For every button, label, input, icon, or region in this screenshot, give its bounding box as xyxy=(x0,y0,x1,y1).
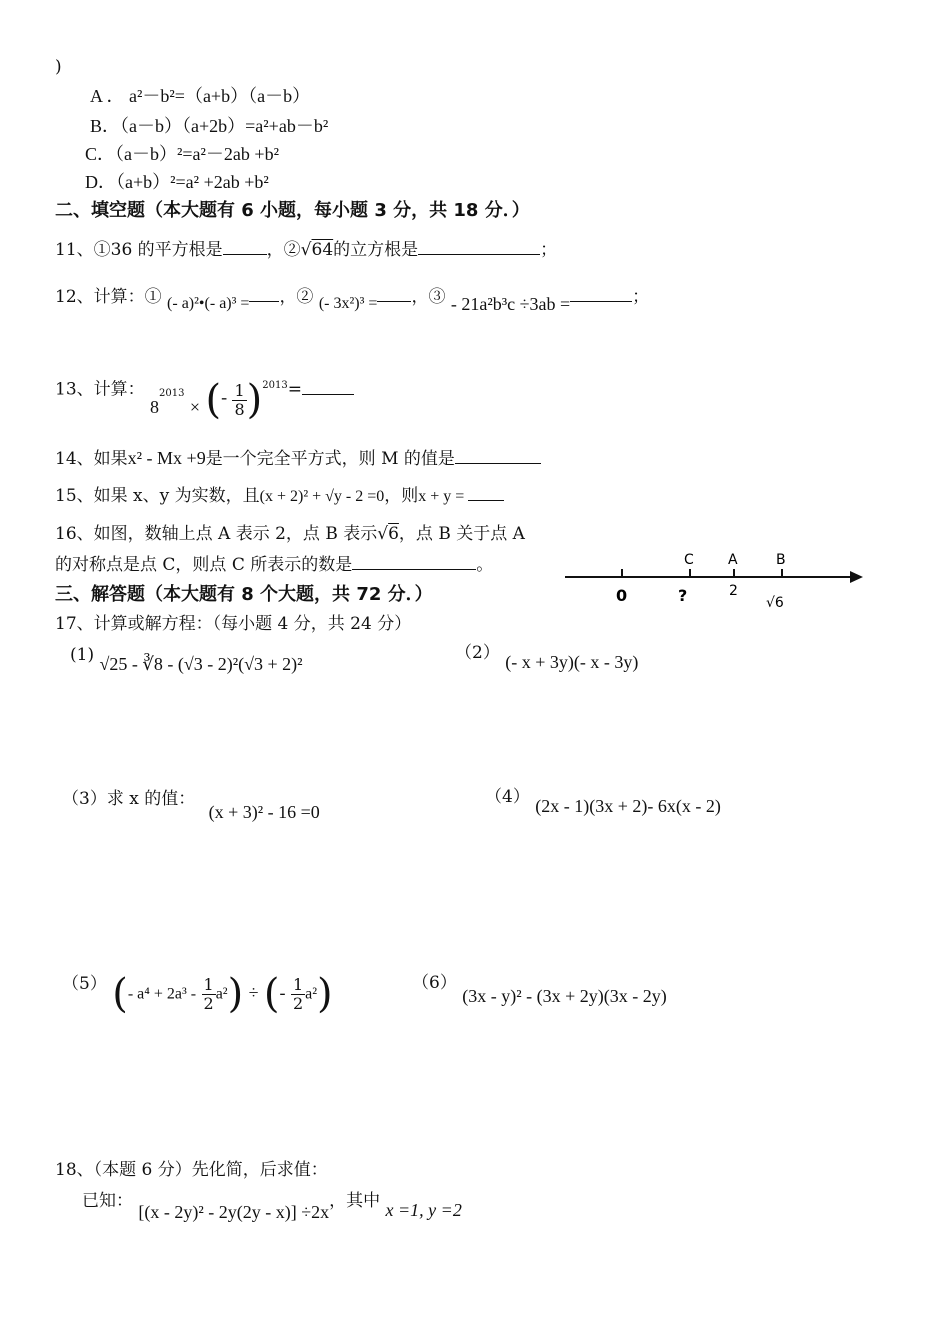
q12-blank-2[interactable] xyxy=(377,287,411,302)
q12-sep-2: ，② xyxy=(279,287,314,307)
p1-label: (1) xyxy=(70,645,95,665)
p4-label: （4） xyxy=(485,787,530,807)
q14-text-b: 是一个完全平方式，则 M 的值是 xyxy=(205,449,455,469)
q12-expr-3: - 21a²b³c ÷3ab = xyxy=(450,294,571,314)
q18-expr: [(x - 2y)² - 2y(2y - x)] ÷2x xyxy=(138,1202,330,1222)
p5-a2: a² xyxy=(215,985,228,1003)
problem-4 xyxy=(485,787,721,816)
p5-num-1: 1 xyxy=(203,974,214,994)
q15-expr-2: x + y = xyxy=(418,488,465,505)
problem-3 xyxy=(62,788,320,822)
p5-neg: - xyxy=(279,982,286,1003)
q15-expr: (x + 2)² + √y - 2 =0 xyxy=(259,488,385,505)
problem-6 xyxy=(412,973,667,1006)
label-0: 0 xyxy=(616,586,628,605)
q13-neg: - xyxy=(221,386,228,407)
q12-blank-1[interactable] xyxy=(249,287,279,302)
question-16-line-1 xyxy=(55,524,525,544)
p5-expr: - a⁴ + 2a³ - xyxy=(127,985,197,1003)
q15-blank[interactable] xyxy=(468,486,504,501)
sqrt-icon: √ xyxy=(300,240,312,260)
q15-text-a: 15、如果 x、y 为实数，且 xyxy=(55,486,260,506)
q11-text-a: 11、①36 的平方根是 xyxy=(55,240,223,260)
right-paren-icon: ) xyxy=(317,971,333,1017)
q13-times: × xyxy=(189,396,201,417)
question-13 xyxy=(55,366,354,423)
label-b: B xyxy=(776,552,786,568)
number-line xyxy=(560,545,870,615)
p5-a2-2: a² xyxy=(305,985,318,1003)
question-18-title: 18、（本题 6 分）先化简，后求值： xyxy=(55,1160,328,1180)
q13-fraction xyxy=(232,382,246,418)
p3-label: （3）求 x 的值： xyxy=(62,789,196,809)
section-3-heading: 三、解答题（本大题有 8 个大题，共 72 分．） xyxy=(55,584,433,605)
question-18-body xyxy=(82,1190,462,1222)
q11-text-d: ； xyxy=(540,240,558,260)
p6-label: （6） xyxy=(412,973,457,993)
q16-blank[interactable] xyxy=(352,555,476,570)
p5-div: ÷ xyxy=(248,982,259,1003)
label-question: ? xyxy=(678,586,688,605)
p5-den-1: 2 xyxy=(203,993,214,1013)
q12-end: ； xyxy=(632,287,650,307)
q13-num: 1 xyxy=(234,380,245,400)
q16-end: 。 xyxy=(476,555,494,575)
q11-text-c: 的立方根是 xyxy=(333,240,419,260)
option-a: A ． a²－b²=（a+b）（a－b） xyxy=(90,86,311,106)
q13-exponent-2: 2013 xyxy=(262,379,288,391)
question-16-line-2 xyxy=(55,555,493,575)
paren: ) xyxy=(55,57,62,77)
q11-blank-1[interactable] xyxy=(223,240,267,255)
p5-fraction-2 xyxy=(291,976,305,1012)
q13-base: 8 xyxy=(150,396,160,417)
q13-blank[interactable] xyxy=(302,380,354,395)
label-sqrt6: √6 xyxy=(766,595,784,611)
problem-5 xyxy=(62,970,333,1018)
q12-label: 12、计算：① xyxy=(55,287,162,307)
p2-label: （2） xyxy=(455,643,500,663)
p5-fraction-1 xyxy=(202,976,216,1012)
problem-2 xyxy=(455,643,639,672)
q16-text-a: 16、如图，数轴上点 A 表示 2，点 B 表示 xyxy=(55,524,378,544)
q18-known: 已知： xyxy=(82,1191,133,1211)
question-15 xyxy=(55,486,504,506)
q12-expr-2: (- 3x²)³ = xyxy=(318,295,378,312)
q16-text-b: ，点 B 关于点 A xyxy=(398,524,525,544)
p5-num-2: 1 xyxy=(292,974,304,994)
q16-radicand: 6 xyxy=(388,524,399,544)
q12-expr-1: (- a)²•(- a)³ = xyxy=(167,295,250,312)
problem-1 xyxy=(70,645,303,674)
label-2: 2 xyxy=(729,583,738,599)
p6-expr: (3x - y)² - (3x + 2y)(3x - 2y) xyxy=(462,986,667,1006)
option-c: C．（a－b）²=a²－2ab +b² xyxy=(85,144,279,164)
sqrt-icon: √ xyxy=(377,524,389,544)
right-paren-icon: ) xyxy=(227,971,244,1017)
q15-text-b: ，则 xyxy=(384,486,419,506)
p5-den-2: 2 xyxy=(292,993,304,1013)
q18-where: ，其中 xyxy=(329,1191,381,1211)
q14-expr: x² - Mx +9 xyxy=(127,448,206,468)
q14-text-a: 14、如果 xyxy=(55,449,128,469)
q11-radicand: 64 xyxy=(311,240,334,260)
question-11 xyxy=(55,240,557,260)
option-b: B．（a－b）（a+2b）=a²+ab－b² xyxy=(90,116,329,136)
q13-eq: = xyxy=(287,379,302,400)
p2-expr: (- x + 3y)(- x - 3y) xyxy=(505,652,639,672)
q13-label: 13、计算： xyxy=(55,379,145,400)
question-14 xyxy=(55,448,541,470)
q14-blank[interactable] xyxy=(455,449,541,464)
p5-label: （5） xyxy=(62,973,107,994)
q13-den: 8 xyxy=(234,399,245,419)
question-12 xyxy=(55,286,650,314)
q18-values: x =1, y =2 xyxy=(385,1200,462,1220)
q16-text-c: 的对称点是点 C，则点 C 所表示的数是 xyxy=(55,555,353,575)
arrow-right-icon xyxy=(850,571,863,583)
q12-blank-3[interactable] xyxy=(570,287,632,302)
label-c: C xyxy=(684,552,694,568)
q11-text-b: ，② xyxy=(266,240,301,260)
left-paren-icon: ( xyxy=(205,377,222,423)
q11-blank-2[interactable] xyxy=(418,240,540,255)
section-2-heading: 二、填空题（本大题有 6 小题，每小题 3 分，共 18 分．） xyxy=(55,200,530,221)
left-paren-icon: ( xyxy=(112,971,128,1017)
option-d: D．（a+b）²=a² +2ab +b² xyxy=(85,172,269,192)
p1-expr: √25 - ∛8 - (√3 - 2)²(√3 + 2)² xyxy=(99,654,303,674)
p3-expr: (x + 3)² - 16 =0 xyxy=(208,802,320,822)
left-paren-icon: ( xyxy=(263,971,280,1017)
question-17-heading: 17、计算或解方程：（每小题 4 分，共 24 分） xyxy=(55,614,412,634)
p4-expr: (2x - 1)(3x + 2)- 6x(x - 2) xyxy=(535,796,721,816)
right-paren-icon: ) xyxy=(246,377,263,423)
q13-exponent: 2013 xyxy=(159,387,185,399)
q12-sep-3: ，③ xyxy=(411,287,446,307)
label-a: A xyxy=(728,552,738,568)
